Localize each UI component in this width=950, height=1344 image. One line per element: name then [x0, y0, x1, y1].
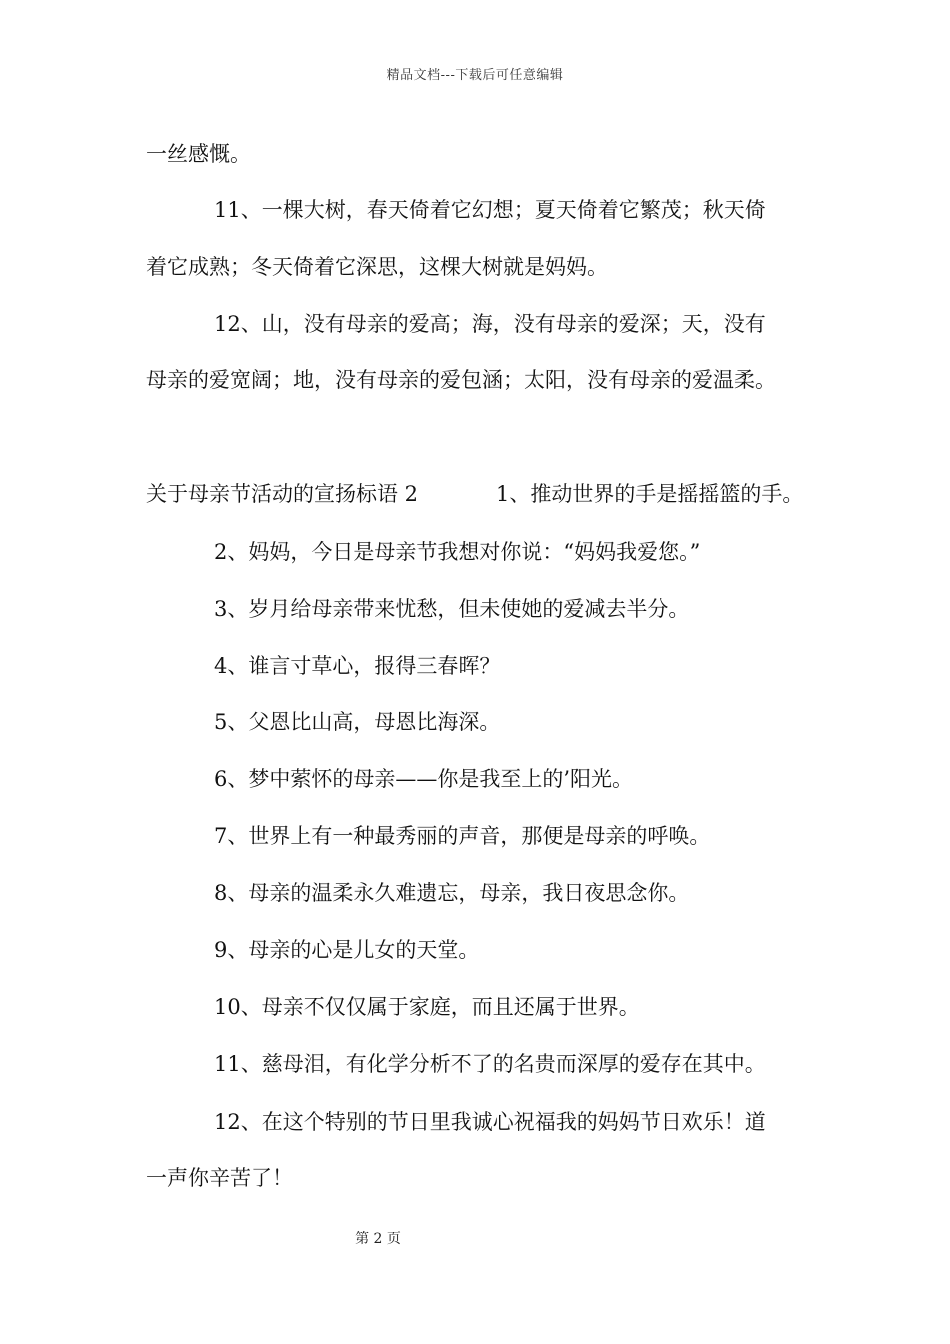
section-title: 关于母亲节活动的宣扬标语 2	[146, 482, 419, 506]
list-item: 6、梦中萦怀的母亲——你是我至上的’阳光。	[214, 767, 634, 791]
list-item: 7、世界上有一种最秀丽的声音，那便是母亲的呼唤。	[214, 824, 711, 848]
list-item: 一声你辛苦了！	[146, 1166, 293, 1190]
text-line: 母亲的爱宽阔；地，没有母亲的爱包涵；太阳，没有母亲的爱温柔。	[146, 368, 776, 392]
list-item: 4、谁言寸草心，报得三春晖？	[214, 654, 501, 678]
list-item: 10、母亲不仅仅属于家庭，而且还属于世界。	[214, 995, 640, 1019]
page-header: 精品文档---下载后可任意编辑	[386, 68, 564, 83]
list-item: 2、妈妈，今日是母亲节我想对你说：“妈妈我爱您。”	[214, 540, 701, 564]
text-line: 一丝感慨。	[146, 142, 251, 166]
list-item: 12、在这个特别的节日里我诚心祝福我的妈妈节日欢乐！道	[214, 1110, 766, 1134]
list-item: 5、父恩比山高，母恩比海深。	[214, 710, 501, 734]
section-heading-row	[146, 480, 803, 508]
list-item: 11、慈母泪，有化学分析不了的名贵而深厚的爱存在其中。	[214, 1052, 766, 1076]
list-item: 8、母亲的温柔永久难遗忘，母亲，我日夜思念你。	[214, 881, 690, 905]
list-item: 3、岁月给母亲带来忧愁，但未使她的爱减去半分。	[214, 597, 690, 621]
list-item: 1、推动世界的手是摇摇篮的手。	[496, 482, 804, 506]
text-line: 12、山，没有母亲的爱高；海，没有母亲的爱深；天，没有	[214, 312, 766, 336]
text-line: 11、一棵大树，春天倚着它幻想；夏天倚着它繁茂；秋天倚	[214, 198, 766, 222]
list-item: 9、母亲的心是儿女的天堂。	[214, 938, 480, 962]
page-number: 第 2 页	[355, 1231, 401, 1247]
text-line: 着它成熟；冬天倚着它深思，这棵大树就是妈妈。	[146, 255, 608, 279]
